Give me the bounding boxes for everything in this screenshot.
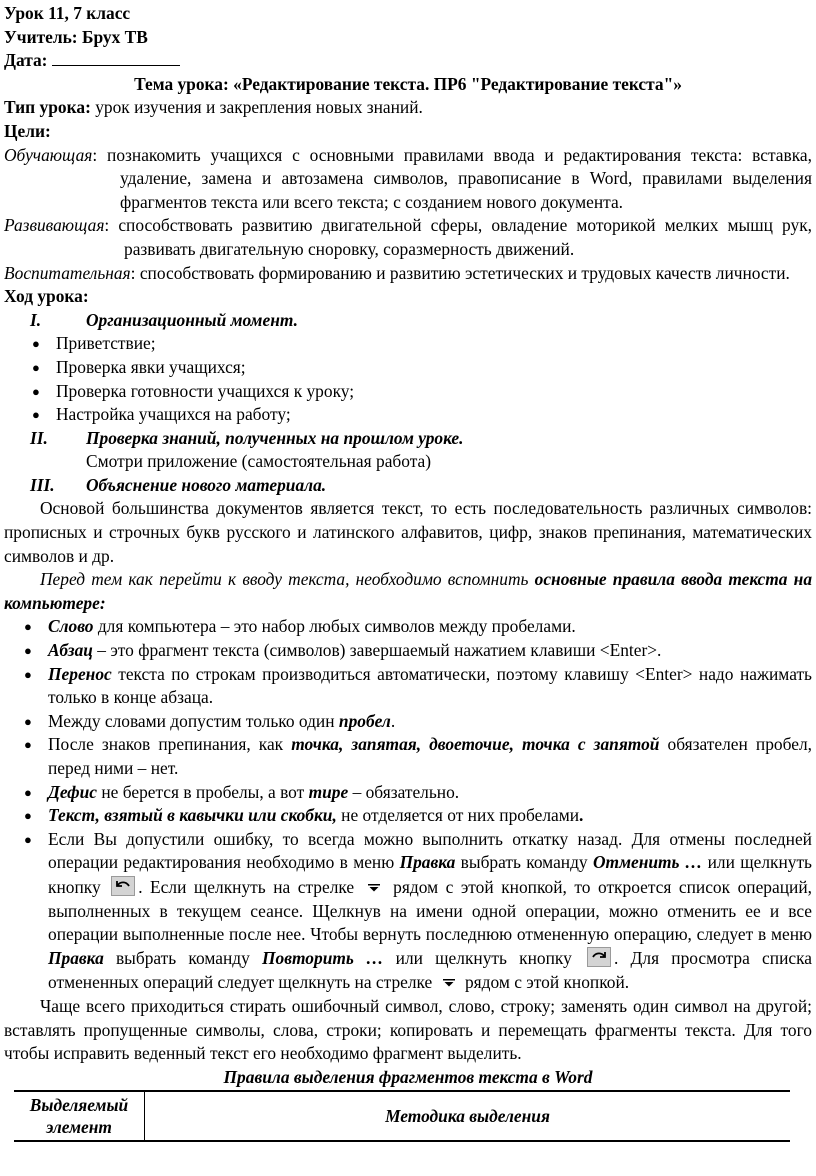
goal-upbringing — [4, 262, 812, 286]
goal-upbringing-label: Воспитательная — [4, 262, 131, 283]
column-header-element: Выделяемый элемент — [14, 1091, 145, 1141]
teacher-line: Учитель: Брух ТВ — [4, 26, 148, 47]
bullet-icon: ● — [24, 713, 32, 729]
section-3-number: III. — [30, 474, 55, 495]
rule-hyphen-dash: ● Дефис не берется в пробелы, а вот тире – обязательно. — [4, 781, 812, 805]
list-item: ● Приветствие; — [4, 332, 812, 356]
rule-space: ● Между словами допустим только один пробел. — [4, 710, 812, 734]
goal-educational-text: : познакомить учащихся с основными правилами ввода и редактирования текста: вставка, удаление, замена и автозамена символов, правописание в Word, правилами выделения фрагментов текста или всего текста; с созданием нового документа. — [92, 144, 812, 212]
redo-icon — [587, 947, 611, 967]
table-header-row — [14, 1091, 790, 1141]
lesson-type-label: Тип урока: — [4, 97, 91, 118]
date-blank — [52, 51, 180, 66]
course-heading: Ход урока: — [4, 286, 89, 307]
section-1-title: Организационный момент. — [86, 309, 298, 330]
bullet-icon: ● — [24, 619, 32, 635]
rule-word: ● Слово для компьютера – это набор любых символов между пробелами. — [4, 615, 812, 639]
rule-undo-redo: ● Если Вы допустили ошибку, то всегда можно выполнить откатку назад. Для отмены последней операции редактирования необходимо в меню Правка выбрать команду Отменить … или щелкнуть кнопку . Если щелкнуть на стрелке рядом с этой кнопкой, то откроется список операций, выполненных в текущем сеансе. Щелкнув на имени одной операции, можно отменить ее и все операции выполненные после нее. Чтобы вернуть последнюю отмененную операцию, следует в меню Правка выбрать команду Повторить … или щелкнуть кнопку . Для просмотра списка отмененных операций следует щелкнуть на стрелке рядом с этой кнопкой. — [24, 828, 813, 993]
section-3-paragraph-2: Перед тем как перейти к вводу текста, необходимо вспомнить основные правила ввода текста на компьютере: — [4, 569, 813, 613]
undo-icon — [111, 876, 135, 896]
section-2-note: Смотри приложение (самостоятельная работа) — [86, 451, 432, 472]
rule-hyphenation: ● Перенос текста по строкам производиться автоматически, поэтому клавишу <Enter> надо нажимать только в конце абзаца. — [24, 663, 812, 708]
bullet-icon: ● — [24, 808, 32, 824]
goal-developing-label: Развивающая — [4, 215, 105, 236]
bullet-icon: ● — [24, 643, 32, 659]
goal-upbringing-text: : способствовать формированию и развитию эстетических и трудовых качеств личности. — [130, 262, 790, 283]
goal-developing-text: : способствовать развитию двигательной сферы, овладение моторикой мелких мышц рук, развивать двигательную сноровку, соразмерность движений. — [104, 215, 812, 259]
section-2-title: Проверка знаний, полученных на прошлом уроке. — [86, 427, 464, 448]
section-2-number: II. — [30, 427, 48, 448]
bullet-icon: ● — [32, 383, 40, 399]
goals-heading: Цели: — [4, 120, 51, 141]
lesson-type-value: урок изучения и закрепления новых знаний. — [90, 97, 423, 118]
dropdown-arrow-icon — [443, 970, 455, 994]
bullet-icon: ● — [24, 666, 32, 682]
goal-developing — [4, 214, 812, 261]
column-header-method: Методика выделения — [145, 1091, 791, 1141]
list-item: ● Проверка явки учащихся; — [4, 356, 812, 380]
rules-list — [4, 615, 812, 995]
lesson-type — [4, 96, 812, 120]
bullet-icon: ● — [32, 336, 40, 352]
goal-educational — [4, 144, 812, 215]
section-2-heading — [4, 427, 812, 451]
section-3-heading — [4, 474, 812, 498]
section-1-number: I. — [30, 309, 42, 330]
list-item: ● Проверка готовности учащихся к уроку; — [4, 380, 812, 404]
section-3-title: Объяснение нового материала. — [86, 474, 327, 495]
date-line — [4, 49, 812, 73]
bullet-icon: ● — [32, 359, 40, 375]
lesson-topic: Тема урока: «Редактирование текста. ПР6 "Редактирование текста"» — [134, 73, 682, 94]
editing-paragraph: Чаще всего приходиться стирать ошибочный символ, слово, строку; заменять один символ на другой; вставлять пропущенные символы, слова, строки; копировать и перемещать фрагменты текста. Для того чтобы исправить веденный текст его необходимо фрагмент выделить. — [4, 995, 812, 1064]
selection-rules-table — [14, 1090, 790, 1142]
section-3-paragraph-1: Основой большинства документов является текст, то есть последовательность различных символов: прописных и строчных букв русского и латинского алфавитов, цифр, знаков препинания, математических символов и др. — [4, 498, 812, 566]
bullet-icon: ● — [24, 831, 32, 847]
section-1-list — [4, 332, 812, 426]
dropdown-arrow-icon — [368, 875, 380, 899]
lesson-heading: Урок 11, 7 класс — [4, 3, 131, 23]
bullet-icon: ● — [24, 784, 32, 800]
list-item: ● Настройка учащихся на работу; — [4, 403, 812, 427]
rule-punctuation: ● После знаков препинания, как точка, запятая, двоеточие, точка с запятой обязателен пробел, перед ними – нет. — [24, 734, 812, 778]
bullet-icon: ● — [24, 737, 32, 753]
rule-quotes: ● Текст, взятый в кавычки или скобки, не отделяется от них пробелами. — [4, 804, 812, 828]
bullet-icon: ● — [32, 407, 40, 423]
section-1-heading — [4, 309, 812, 333]
date-label: Дата: — [4, 50, 48, 71]
goal-educational-label: Обучающая — [4, 144, 93, 165]
rule-paragraph: ● Абзац – это фрагмент текста (символов) завершаемый нажатием клавиши <Enter>. — [4, 639, 812, 663]
table-title: Правила выделения фрагментов текста в Word — [223, 1066, 593, 1087]
